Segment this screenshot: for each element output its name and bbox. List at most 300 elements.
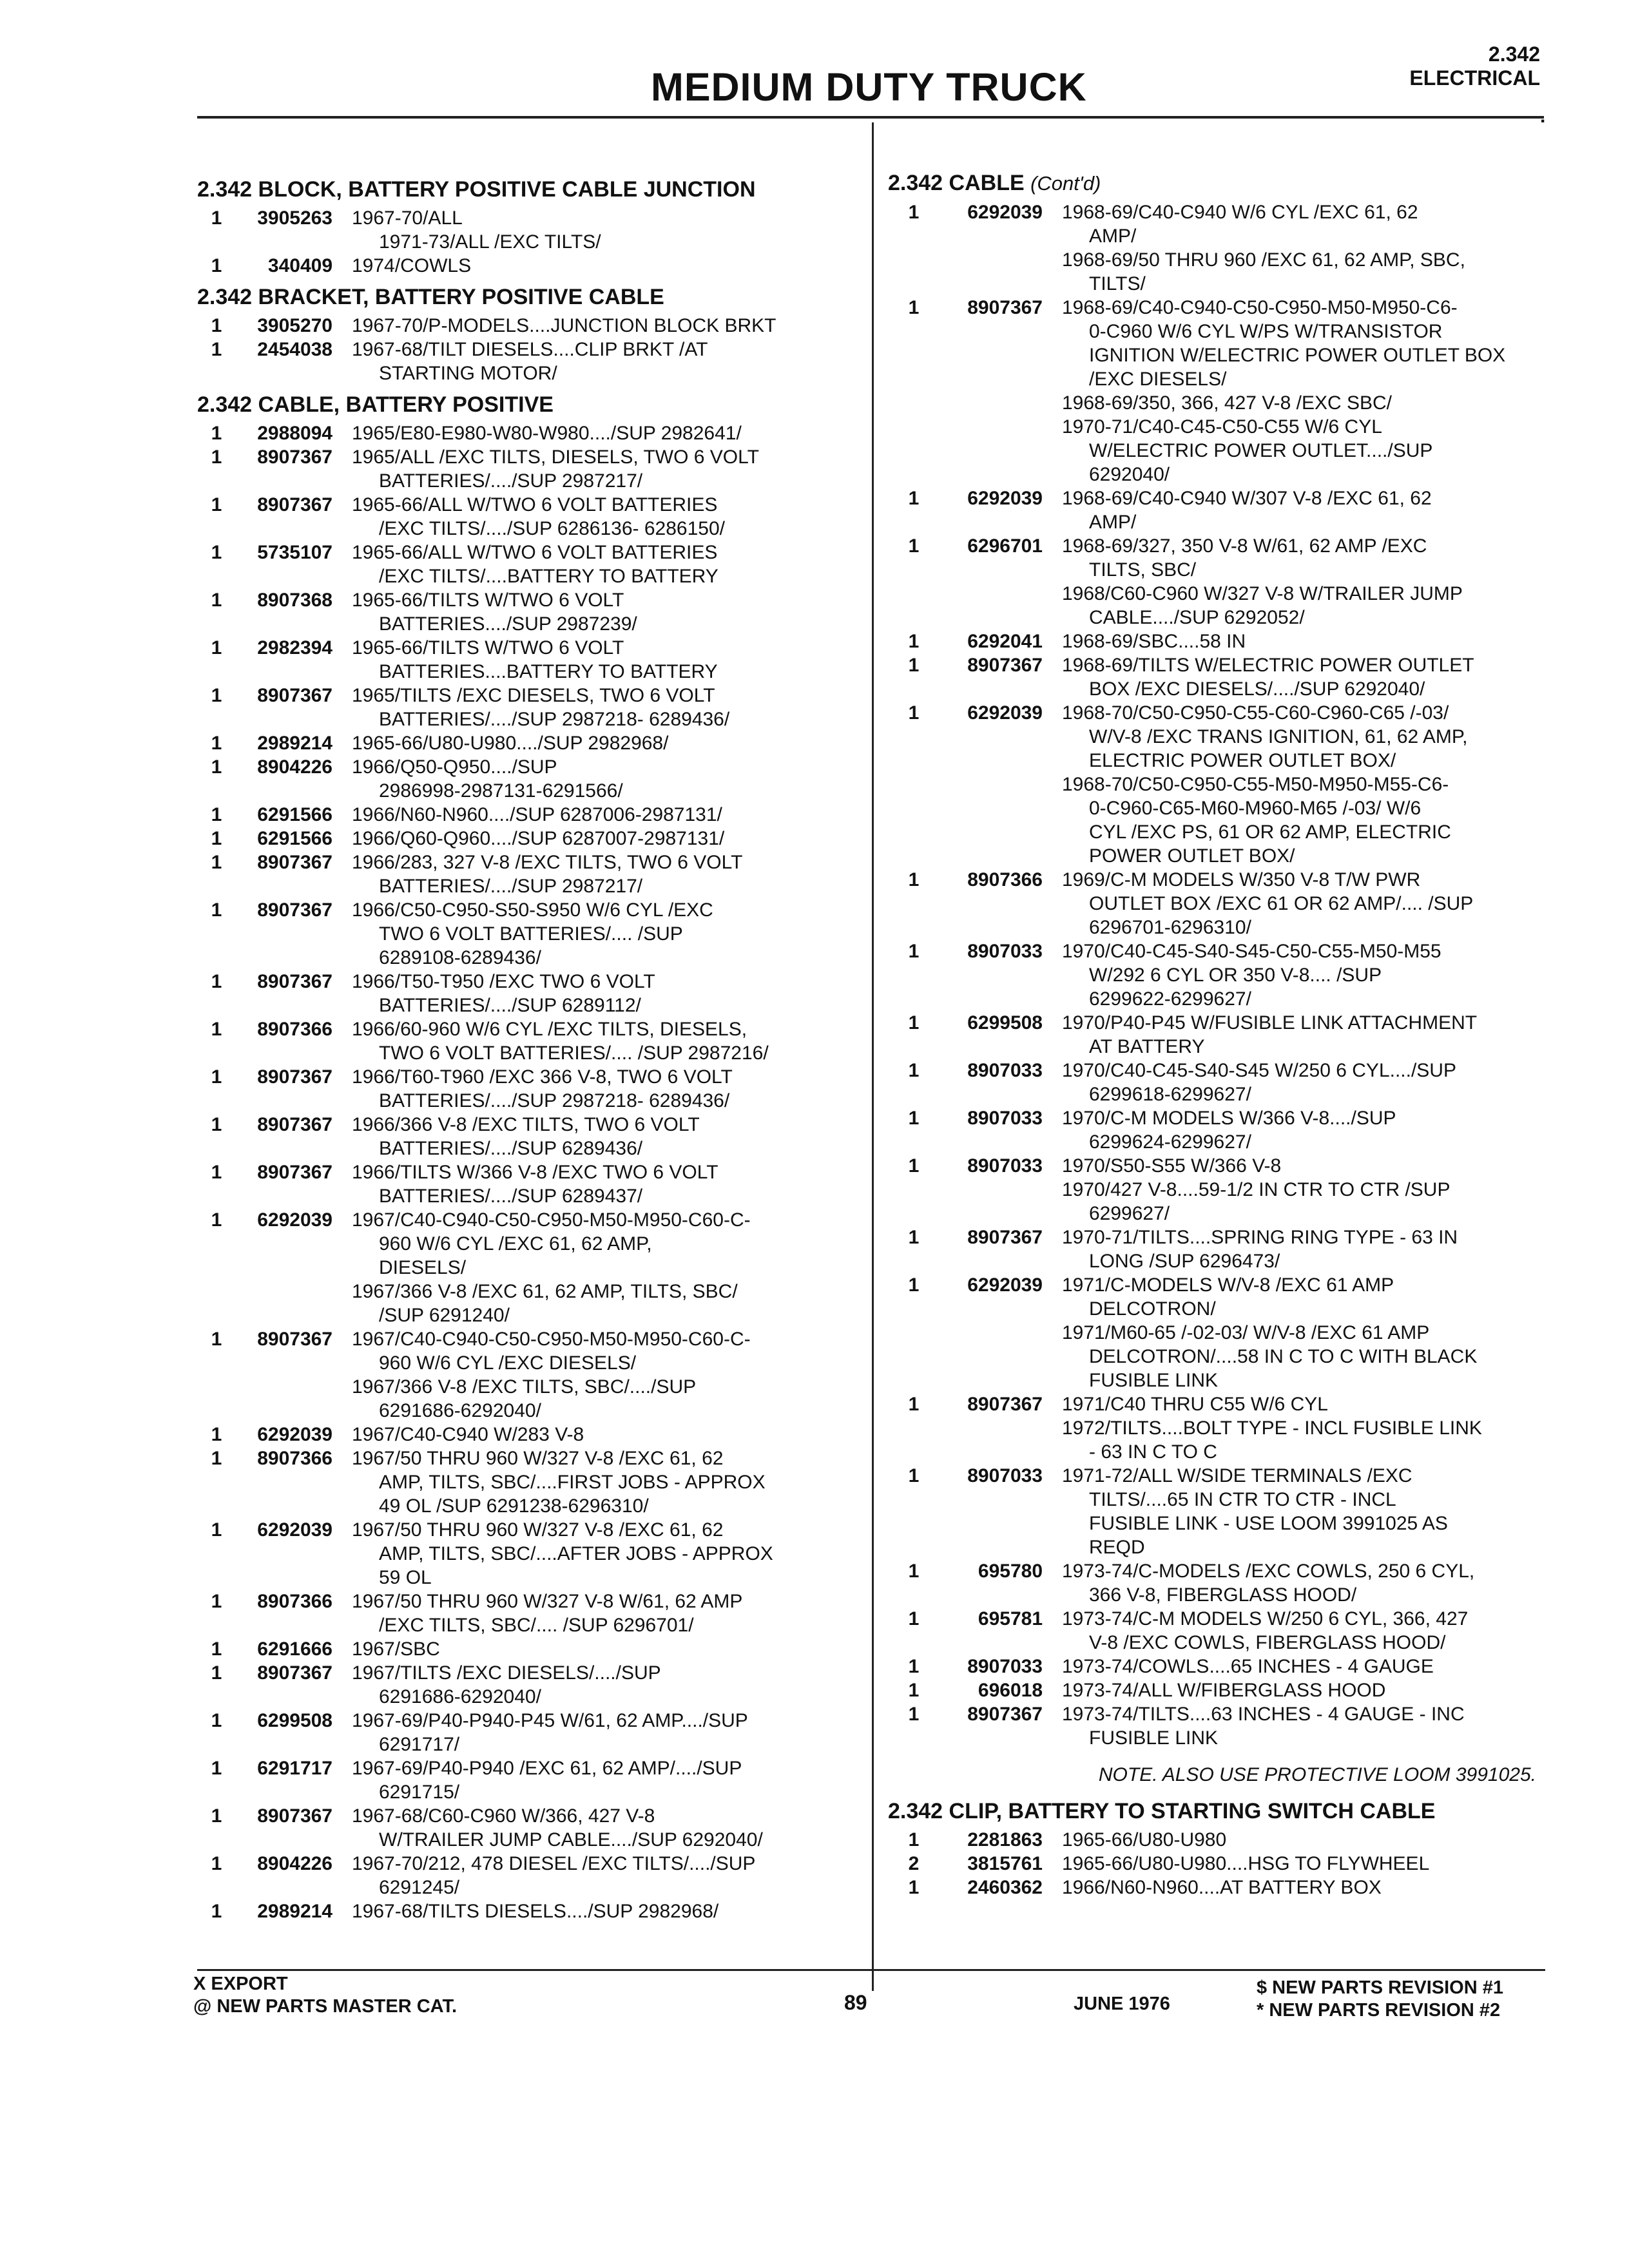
entry-part-number: 6291717 [257, 1758, 333, 1779]
entry-description-line: 1966/366 V-8 /EXC TILTS, TWO 6 VOLT [352, 1114, 700, 1135]
right-column [888, 164, 1545, 1899]
entry-quantity: 1 [211, 494, 222, 515]
parts-entry [888, 1273, 1545, 1392]
entry-description-line: 1965-66/TILTS W/TWO 6 VOLT [352, 590, 624, 611]
parts-entry [888, 1607, 1545, 1655]
parts-entry [888, 200, 1545, 296]
entry-quantity: 1 [908, 488, 920, 509]
section-heading [197, 392, 861, 418]
entry-part-number: 6296701 [967, 535, 1043, 557]
entry-description-line: W/ELECTRIC POWER OUTLET..../SUP [1089, 440, 1433, 461]
entry-description-line: FUSIBLE LINK [1089, 1370, 1219, 1391]
entry-quantity: 1 [211, 423, 222, 444]
section-heading-continued: (Cont'd) [1030, 172, 1101, 195]
entry-description-line: /EXC DIESELS/ [1089, 369, 1227, 390]
entry-description [333, 541, 861, 588]
entry-part-number: 8907033 [967, 1155, 1043, 1177]
entry-description [333, 588, 861, 636]
entry-quantity: 1 [908, 869, 920, 890]
entry-description-line: 1971-73/ALL /EXC TILTS/ [379, 231, 601, 253]
entry-description [1043, 1273, 1545, 1392]
entry-description-line: 1966/Q60-Q960..../SUP 6287007-2987131/ [352, 828, 725, 849]
entry-description-line: BATTERIES/..../SUP 6289112/ [379, 995, 641, 1016]
entry-description [333, 1065, 861, 1113]
entry-description-line: 1966/283, 327 V-8 /EXC TILTS, TWO 6 VOLT [352, 852, 743, 873]
entry-description-line: 1973-74/TILTS....63 INCHES - 4 GAUGE - INC [1062, 1704, 1465, 1725]
parts-entry [197, 541, 861, 588]
entry-quantity: 1 [908, 702, 920, 724]
entry-description-line: BOX /EXC DIESELS/..../SUP 6292040/ [1089, 678, 1425, 700]
entry-description-line: 1973-74/C-M MODELS W/250 6 CYL, 366, 427 [1062, 1608, 1469, 1629]
parts-entry [197, 1637, 861, 1661]
entry-description [333, 493, 861, 541]
entry-description-line: DELCOTRON/ [1089, 1298, 1216, 1320]
entry-description-line: 1974/COWLS [352, 255, 472, 276]
entry-part-number: 6291566 [257, 804, 333, 825]
entry-description-line: 6291715/ [379, 1782, 460, 1803]
section-heading-text: 2.342 CABLE, BATTERY POSITIVE [197, 392, 554, 417]
entry-description [1043, 1106, 1545, 1154]
entry-description [1043, 939, 1545, 1011]
entry-description [333, 827, 861, 850]
entry-description [333, 1899, 861, 1923]
parts-entry [197, 338, 861, 385]
entry-description-line: 1967-68/C60-C960 W/366, 427 V-8 [352, 1805, 655, 1827]
entry-quantity: 1 [211, 1019, 222, 1040]
entry-description-line: AMP, TILTS, SBC/....FIRST JOBS - APPROX [379, 1472, 766, 1493]
entry-part-number: 8907367 [967, 1704, 1043, 1725]
entry-quantity: 1 [211, 1066, 222, 1088]
entry-part-number: 8907367 [257, 1114, 333, 1135]
entry-description-line: 6289108-6289436/ [379, 947, 541, 968]
header-rule [197, 116, 1544, 119]
entry-quantity: 1 [211, 1853, 222, 1874]
column-divider [872, 122, 874, 1991]
entry-part-number: 2281863 [967, 1829, 1043, 1850]
entry-description-line: 1968-69/C40-C940 W/6 CYL /EXC 61, 62 [1062, 202, 1418, 223]
entry-quantity: 1 [211, 1329, 222, 1350]
parts-entry [888, 1655, 1545, 1678]
entry-description [333, 1590, 861, 1637]
entry-part-number: 8907367 [257, 447, 333, 468]
parts-entry [197, 1065, 861, 1113]
entry-description-line: 1970/C-M MODELS W/366 V-8..../SUP [1062, 1108, 1396, 1129]
entry-description-line: 1971-72/ALL W/SIDE TERMINALS /EXC [1062, 1465, 1412, 1486]
parts-entry [197, 850, 861, 898]
entry-quantity: 1 [908, 1060, 920, 1081]
entry-description [1043, 486, 1545, 534]
entry-description [1043, 1011, 1545, 1059]
entry-description-line: 1967/TILTS /EXC DIESELS/..../SUP [352, 1662, 661, 1684]
entry-description-line: 1967-68/TILTS DIESELS..../SUP 2982968/ [352, 1901, 719, 1922]
entry-quantity: 1 [908, 1108, 920, 1129]
entry-quantity: 1 [908, 941, 920, 962]
footer-legend-left [193, 1973, 457, 2018]
entry-part-number: 6292041 [967, 631, 1043, 652]
entry-description-line: 1967-69/P40-P940 /EXC 61, 62 AMP/..../SUP [352, 1758, 742, 1779]
entry-description-line: 1966/C50-C950-S50-S950 W/6 CYL /EXC [352, 899, 713, 921]
parts-entry [197, 636, 861, 684]
entry-part-number: 340409 [267, 255, 333, 276]
entry-description-line: DELCOTRON/....58 IN C TO C WITH BLACK [1089, 1346, 1478, 1367]
entry-part-number: 6292039 [257, 1519, 333, 1541]
parts-entry [888, 1154, 1545, 1225]
entry-description-line: - 63 IN C TO C [1089, 1441, 1217, 1463]
entry-description-line: 1973-74/C-MODELS /EXC COWLS, 250 6 CYL, [1062, 1561, 1475, 1582]
entry-description-line: 1970-71/TILTS....SPRING RING TYPE - 63 IN [1062, 1227, 1458, 1248]
entry-description-line: 1967/50 THRU 960 W/327 V-8 /EXC 61, 62 [352, 1519, 724, 1541]
parts-entry [888, 1059, 1545, 1106]
entry-description [333, 898, 861, 970]
entry-part-number: 6299508 [967, 1012, 1043, 1033]
page-identifier [1409, 43, 1540, 90]
entry-description-line: 1967-68/TILT DIESELS....CLIP BRKT /AT [352, 339, 708, 360]
entry-description [1043, 1702, 1545, 1750]
entry-quantity: 1 [908, 1561, 920, 1582]
entry-description-line: BATTERIES/..../SUP 2987217/ [379, 470, 643, 492]
entry-description [333, 254, 861, 278]
entry-description-line: 1967/C40-C940-C50-C950-M50-M950-C60-C- [352, 1329, 751, 1350]
entry-description-line: 1968-69/50 THRU 960 /EXC 61, 62 AMP, SBC, [1062, 249, 1465, 271]
entry-quantity: 1 [211, 756, 222, 778]
entry-description-line: 1966/TILTS W/366 V-8 /EXC TWO 6 VOLT [352, 1162, 718, 1183]
entry-description-line: W/V-8 /EXC TRANS IGNITION, 61, 62 AMP, [1089, 726, 1468, 747]
entry-description-line: 1966/T60-T960 /EXC 366 V-8, TWO 6 VOLT [352, 1066, 733, 1088]
entry-part-number: 8907366 [967, 869, 1043, 890]
entry-description-line: AMP, TILTS, SBC/....AFTER JOBS - APPROX [379, 1543, 773, 1564]
entry-description [1043, 200, 1545, 296]
parts-entry [197, 1327, 861, 1423]
parts-entry [888, 1678, 1545, 1702]
entry-description-line: 6299624-6299627/ [1089, 1131, 1251, 1153]
entry-description-line: ELECTRIC POWER OUTLET BOX/ [1089, 750, 1396, 771]
entry-description-line: BATTERIES/..../SUP 6289437/ [379, 1186, 643, 1207]
entry-description-line: 59 OL [379, 1567, 432, 1588]
entry-description-line: FUSIBLE LINK - USE LOOM 3991025 AS [1089, 1513, 1448, 1534]
entry-description-line: 1965-66/U80-U980..../SUP 2982968/ [352, 733, 669, 754]
parts-entry [888, 1559, 1545, 1607]
entry-part-number: 8907033 [967, 1465, 1043, 1486]
entry-quantity: 1 [211, 315, 222, 336]
entry-part-number: 696018 [978, 1680, 1043, 1701]
entry-description [1043, 868, 1545, 939]
entry-description [333, 445, 861, 493]
entry-description [333, 755, 861, 803]
parts-entry [888, 1852, 1545, 1876]
entry-description-line: 6299627/ [1089, 1203, 1170, 1224]
entry-part-number: 8907033 [967, 1108, 1043, 1129]
entry-description [333, 314, 861, 338]
entry-description-line: 1966/60-960 W/6 CYL /EXC TILTS, DIESELS, [352, 1019, 747, 1040]
entry-part-number: 5735107 [257, 542, 333, 563]
entry-description-line: 1970/C40-C45-S40-S45 W/250 6 CYL..../SUP [1062, 1060, 1456, 1081]
parts-entry [197, 445, 861, 493]
entry-part-number: 8907368 [257, 590, 333, 611]
entry-quantity: 1 [211, 1519, 222, 1541]
entry-part-number: 8907367 [257, 1662, 333, 1684]
entry-description [1043, 1678, 1545, 1702]
entry-quantity: 1 [908, 1680, 920, 1701]
entry-description-line: 6296701-6296310/ [1089, 917, 1251, 938]
entry-description [1043, 653, 1545, 701]
parts-entry [888, 486, 1545, 534]
parts-entry [888, 1702, 1545, 1750]
entry-description-line: 1967/50 THRU 960 W/327 V-8 W/61, 62 AMP [352, 1591, 743, 1612]
entry-description-line: 6291717/ [379, 1734, 460, 1755]
entry-quantity: 1 [211, 685, 222, 706]
entry-quantity: 1 [908, 535, 920, 557]
entry-description [333, 206, 861, 254]
entry-quantity: 1 [211, 542, 222, 563]
entry-description [333, 338, 861, 385]
entry-part-number: 3815761 [967, 1853, 1043, 1874]
entry-description-line: BATTERIES/..../SUP 2987217/ [379, 876, 643, 897]
entry-quantity: 1 [211, 1209, 222, 1231]
entry-description-line: AMP/ [1089, 512, 1137, 533]
entry-part-number: 6292039 [257, 1209, 333, 1231]
entry-part-number: 6291566 [257, 828, 333, 849]
entry-description [1043, 296, 1545, 486]
parts-entry [888, 653, 1545, 701]
entry-description-line: 1970/S50-S55 W/366 V-8 [1062, 1155, 1282, 1177]
parts-entry [197, 206, 861, 254]
entry-description-line: 1966/T50-T950 /EXC TWO 6 VOLT [352, 971, 655, 992]
parts-entry [197, 1804, 861, 1852]
entry-description [333, 1852, 861, 1899]
entry-part-number: 8907033 [967, 1060, 1043, 1081]
entry-part-number: 2989214 [257, 733, 333, 754]
entry-part-number: 8907366 [257, 1448, 333, 1469]
section-heading [197, 177, 861, 202]
left-column [197, 170, 861, 1923]
entry-part-number: 8907367 [967, 655, 1043, 676]
parts-entry [888, 296, 1545, 486]
entry-description-line: 1968-69/TILTS W/ELECTRIC POWER OUTLET [1062, 655, 1474, 676]
entry-quantity: 1 [211, 1710, 222, 1731]
entry-description-line: POWER OUTLET BOX/ [1089, 845, 1295, 867]
entry-quantity: 1 [908, 1704, 920, 1725]
entry-part-number: 2454038 [257, 339, 333, 360]
parts-entry [888, 868, 1545, 939]
entry-description-line: 6291686-6292040/ [379, 1686, 541, 1707]
parts-entry [197, 1518, 861, 1590]
parts-entry [197, 1590, 861, 1637]
legend-new-parts-master: @ NEW PARTS MASTER CAT. [193, 1996, 458, 2017]
entry-description [333, 1756, 861, 1804]
entry-description-line: V-8 /EXC COWLS, FIBERGLASS HOOD/ [1089, 1632, 1446, 1653]
entry-description-line: 6291245/ [379, 1877, 460, 1898]
entry-description-line: /EXC TILTS, SBC/.... /SUP 6296701/ [379, 1615, 694, 1636]
entry-quantity: 1 [908, 1274, 920, 1296]
entry-description-line: 960 W/6 CYL /EXC DIESELS/ [379, 1352, 637, 1374]
entry-quantity: 1 [908, 1012, 920, 1033]
parts-entry [197, 731, 861, 755]
entry-part-number: 8907367 [257, 971, 333, 992]
section-note: NOTE. ALSO USE PROTECTIVE LOOM 3991025. [1098, 1764, 1536, 1785]
entry-quantity: 1 [211, 1448, 222, 1469]
entry-description [333, 731, 861, 755]
entry-description-line: 1971/C-MODELS W/V-8 /EXC 61 AMP [1062, 1274, 1394, 1296]
entry-description-line: 2986998-2987131-6291566/ [379, 780, 623, 802]
section-heading-text: 2.342 BRACKET, BATTERY POSITIVE CABLE [197, 285, 664, 309]
entry-description [333, 1661, 861, 1709]
legend-revision-2: * NEW PARTS REVISION #2 [1257, 2000, 1501, 2021]
entry-description-line: 1967-70/ALL [352, 207, 463, 229]
entry-description-line: LONG /SUP 6296473/ [1089, 1251, 1280, 1272]
entry-part-number: 8907367 [257, 1162, 333, 1183]
entry-description-line: TWO 6 VOLT BATTERIES/.... /SUP 2987216/ [379, 1043, 769, 1064]
entry-description [1043, 1225, 1545, 1273]
entry-part-number: 8907367 [257, 1329, 333, 1350]
entry-description-line: 1965-66/U80-U980....HSG TO FLYWHEEL [1062, 1853, 1430, 1874]
page-title: MEDIUM DUTY TRUCK [651, 65, 1087, 109]
entry-description-line: 366 V-8, FIBERGLASS HOOD/ [1089, 1584, 1357, 1606]
parts-entry [197, 1446, 861, 1518]
entry-description-line: TWO 6 VOLT BATTERIES/.... /SUP [379, 923, 683, 945]
entry-description-line: 1967/366 V-8 /EXC TILTS, SBC/..../SUP [352, 1376, 697, 1398]
entry-description [333, 1446, 861, 1518]
page-section-number: 2.342 [1488, 43, 1540, 66]
entry-description-line: IGNITION W/ELECTRIC POWER OUTLET BOX [1089, 345, 1506, 366]
parts-entry [888, 1464, 1545, 1559]
parts-entry [197, 898, 861, 970]
entry-description-line: 1965/ALL /EXC TILTS, DIESELS, TWO 6 VOLT [352, 447, 759, 468]
parts-entry [197, 684, 861, 731]
entry-quantity: 1 [211, 1901, 222, 1922]
entry-description [1043, 1392, 1545, 1464]
parts-entry [197, 588, 861, 636]
entry-part-number: 8904226 [257, 1853, 333, 1874]
entry-part-number: 8907367 [257, 1066, 333, 1088]
entry-part-number: 8907367 [257, 685, 333, 706]
entry-description [1043, 1464, 1545, 1559]
entry-part-number: 8907367 [967, 1394, 1043, 1415]
entry-description [1043, 1559, 1545, 1607]
entry-quantity: 1 [908, 202, 920, 223]
entry-part-number: 2982394 [257, 637, 333, 658]
entry-description-line: 1969/C-M MODELS W/350 V-8 T/W PWR [1062, 869, 1421, 890]
entry-description [333, 803, 861, 827]
entry-description-line: TILTS/ [1089, 273, 1146, 294]
entry-description-line: 1965/E80-E980-W80-W980..../SUP 2982641/ [352, 423, 742, 444]
entry-description-line: 1968-69/C40-C940-C50-C950-M50-M950-C6- [1062, 297, 1458, 318]
entry-quantity: 1 [211, 1662, 222, 1684]
entry-quantity: 1 [211, 207, 222, 229]
entry-quantity: 1 [908, 1155, 920, 1177]
entry-description-line: 1967-70/212, 478 DIESEL /EXC TILTS/..../SUP [352, 1853, 756, 1874]
entry-description-line: BATTERIES/..../SUP 6289436/ [379, 1138, 643, 1159]
parts-entry [197, 254, 861, 278]
entry-description [1043, 534, 1545, 629]
section-heading-text: 2.342 CABLE [888, 171, 1025, 195]
parts-entry [197, 1661, 861, 1709]
entry-description-line: BATTERIES..../SUP 2987239/ [379, 613, 637, 635]
parts-entry [888, 1225, 1545, 1273]
entry-part-number: 2460362 [967, 1877, 1043, 1898]
entry-description-line: 1965-66/ALL W/TWO 6 VOLT BATTERIES [352, 494, 718, 515]
entry-part-number: 8907367 [257, 899, 333, 921]
entry-description-line: 1965-66/U80-U980 [1062, 1829, 1227, 1850]
parts-entry [888, 629, 1545, 653]
parts-entry [888, 1011, 1545, 1059]
entry-description-line: FUSIBLE LINK [1089, 1727, 1219, 1749]
entry-part-number: 8907366 [257, 1591, 333, 1612]
parts-entry [888, 939, 1545, 1011]
entry-quantity: 2 [908, 1853, 920, 1874]
legend-export: X EXPORT [193, 1974, 288, 1994]
entry-description [333, 1113, 861, 1160]
entry-quantity: 1 [211, 1758, 222, 1779]
entry-quantity: 1 [211, 1162, 222, 1183]
entry-description [333, 1017, 861, 1065]
section-heading-text: 2.342 BLOCK, BATTERY POSITIVE CABLE JUNCTION [197, 177, 756, 202]
entry-description-line: 1971/M60-65 /-02-03/ W/V-8 /EXC 61 AMP [1062, 1322, 1430, 1343]
entry-description-line: 1965-66/ALL W/TWO 6 VOLT BATTERIES [352, 542, 718, 563]
entry-part-number: 2988094 [257, 423, 333, 444]
entry-description-line: 1966/N60-N960..../SUP 6287006-2987131/ [352, 804, 722, 825]
section-heading-text: 2.342 CLIP, BATTERY TO STARTING SWITCH CABLE [888, 1799, 1436, 1823]
entry-description-line: 1970-71/C40-C45-C50-C55 W/6 CYL [1062, 416, 1382, 437]
entry-description [333, 1208, 861, 1327]
parts-entry [197, 1160, 861, 1208]
entry-description-line: 6292040/ [1089, 464, 1170, 485]
entry-part-number: 3905263 [257, 207, 333, 229]
entry-description [333, 636, 861, 684]
entry-quantity: 1 [211, 852, 222, 873]
entry-description-line: 1973-74/ALL W/FIBERGLASS HOOD [1062, 1680, 1386, 1701]
entry-quantity: 1 [211, 899, 222, 921]
entry-description-line: 0-C960-C65-M60-M960-M65 /-03/ W/6 [1089, 798, 1422, 819]
entry-quantity: 1 [211, 733, 222, 754]
entry-quantity: 1 [211, 1114, 222, 1135]
entry-description-line: CYL /EXC PS, 61 OR 62 AMP, ELECTRIC [1089, 822, 1451, 843]
parts-entry [197, 1017, 861, 1065]
entry-quantity: 1 [211, 590, 222, 611]
legend-revision-1: $ NEW PARTS REVISION #1 [1257, 1977, 1503, 1998]
entry-part-number: 6292039 [967, 702, 1043, 724]
entry-description [333, 421, 861, 445]
entry-quantity: 1 [211, 1639, 222, 1660]
parts-entry [197, 421, 861, 445]
entry-part-number: 8907367 [967, 297, 1043, 318]
entry-description-line: 1970/C40-C45-S40-S45-C50-C55-M50-M55 [1062, 941, 1441, 962]
entry-description [333, 970, 861, 1017]
entry-quantity: 1 [211, 447, 222, 468]
entry-description-line: 1967/366 V-8 /EXC 61, 62 AMP, TILTS, SBC/ [352, 1281, 738, 1302]
parts-entry [197, 970, 861, 1017]
entry-description [1043, 629, 1545, 653]
entry-description-line: 1970/427 V-8....59-1/2 IN CTR TO CTR /SUP [1062, 1179, 1451, 1200]
entry-part-number: 6299508 [257, 1710, 333, 1731]
entry-description-line: AMP/ [1089, 226, 1137, 247]
entry-description-line: 1973-74/COWLS....65 INCHES - 4 GAUGE [1062, 1656, 1434, 1677]
entry-description-line: 1966/N60-N960....AT BATTERY BOX [1062, 1877, 1382, 1898]
entry-quantity: 1 [211, 1805, 222, 1827]
parts-entry [888, 1828, 1545, 1852]
footer-rule [197, 1969, 1545, 1971]
entry-description [333, 1804, 861, 1852]
entry-description-line: 1968-70/C50-C950-C55-C60-C960-C65 /-03/ [1062, 702, 1449, 724]
entry-description-line: 1967/SBC [352, 1639, 440, 1660]
parts-entry [888, 534, 1545, 629]
entry-description-line: W/292 6 CYL OR 350 V-8.... /SUP [1089, 965, 1382, 986]
section-heading [888, 170, 1545, 197]
entry-description [333, 1709, 861, 1756]
entry-description-line: 1968-69/327, 350 V-8 W/61, 62 AMP /EXC [1062, 535, 1427, 557]
entry-description-line: 960 W/6 CYL /EXC 61, 62 AMP, [379, 1233, 652, 1254]
entry-description [333, 1637, 861, 1661]
parts-entry [197, 1113, 861, 1160]
